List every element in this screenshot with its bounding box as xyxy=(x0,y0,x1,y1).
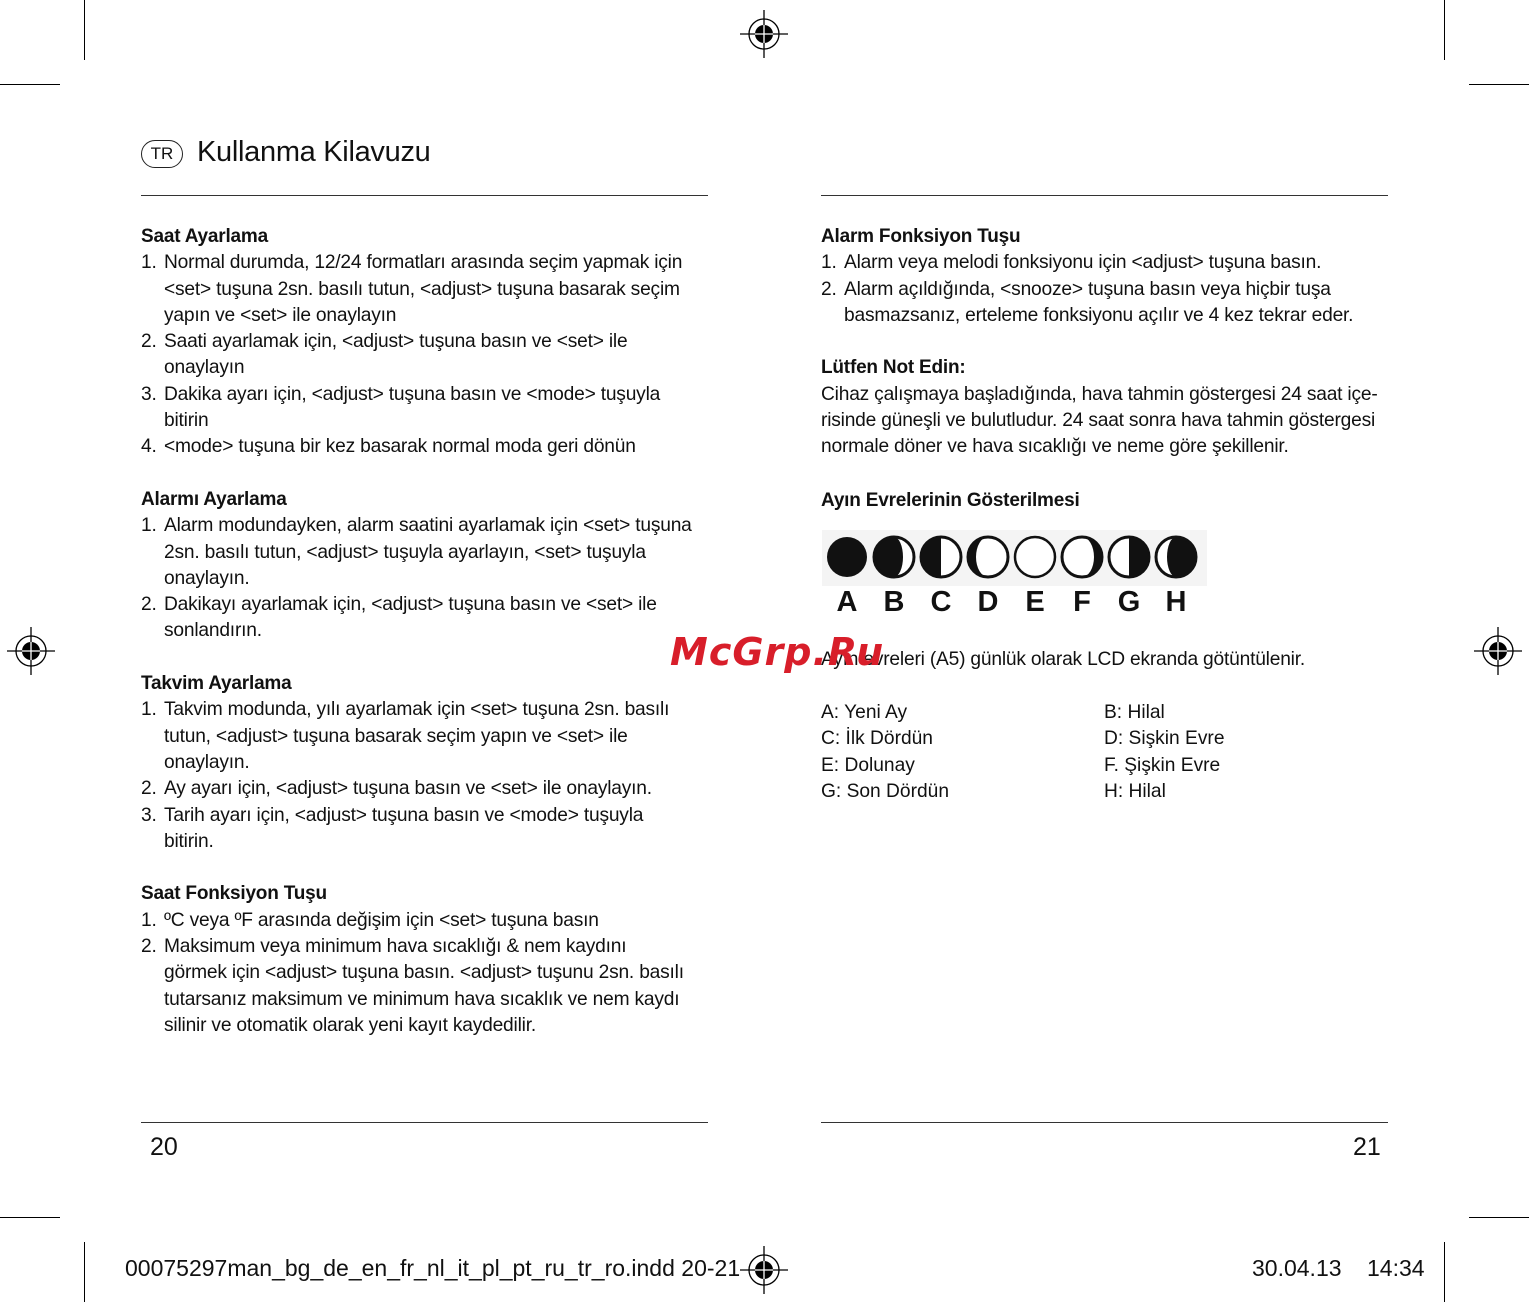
crop-mark xyxy=(1444,1242,1445,1302)
crop-mark xyxy=(84,1242,85,1302)
moon-phase-c xyxy=(921,537,961,577)
list-line: sonlandırın. xyxy=(164,620,262,642)
list-number: 2. xyxy=(141,936,157,958)
moon-section xyxy=(821,488,1401,514)
list-line: bitirin xyxy=(164,410,209,432)
list-line: Alarm veya melodi fonksiyonu için <adjust> tuşuna basın. xyxy=(844,252,1322,274)
registration-mark-icon xyxy=(740,1246,788,1294)
list-number: 3. xyxy=(141,804,157,826)
crop-mark xyxy=(84,0,85,60)
moon-phase-letter: G xyxy=(1117,586,1141,618)
moon-phase-letter: B xyxy=(883,586,905,618)
list-line: Dakika ayarı için, <adjust> tuşuna basın ve <mode> tuşuyla xyxy=(164,383,661,405)
moon-legend xyxy=(821,700,1321,805)
page-number-left: 20 xyxy=(150,1133,178,1161)
list-item xyxy=(821,250,1401,276)
section-title: Alarm Fonksiyon Tuşu xyxy=(821,226,1021,247)
section-title: Saat Fonksiyon Tuşu xyxy=(141,883,327,905)
moon-phase-a xyxy=(827,537,867,577)
list-line: onaylayın xyxy=(164,357,245,379)
list-line: Alarm modundayken, alarm saatini ayarlamak için <set> tuşuna xyxy=(164,515,692,537)
list-line: Maksimum veya minimum hava sıcaklığı & nem kaydını xyxy=(164,936,627,958)
numbered-list xyxy=(821,250,1401,329)
legend-entry: D: Sişkin Evre xyxy=(1104,728,1225,750)
legend-entry: H: Hilal xyxy=(1104,780,1166,802)
section-title: Lütfen Not Edin: xyxy=(821,357,966,379)
crop-mark xyxy=(1469,84,1529,85)
top-rule-right xyxy=(821,195,1388,196)
registration-mark-icon xyxy=(7,627,55,675)
list-line: Dakikayı ayarlamak için, <adjust> tuşuna basın ve <set> ile xyxy=(164,594,657,616)
list-line: <set> tuşuna 2sn. basılı tutun, <adjust> tuşuna basarak seçim xyxy=(164,278,680,300)
list-line: Saati ayarlamak için, <adjust> tuşuna basın ve <set> ile xyxy=(164,331,628,353)
list-line: Tarih ayarı için, <adjust> tuşuna basın ve <mode> tuşuyla xyxy=(164,804,644,826)
list-line: silinir ve otomatik olarak yeni kayıt kaydedilir. xyxy=(164,1014,536,1036)
list-item xyxy=(141,329,721,382)
list-item xyxy=(141,250,721,329)
numbered-list xyxy=(141,697,721,855)
footer-date: 30.04.13 xyxy=(1252,1255,1342,1281)
list-number: 1. xyxy=(141,252,157,274)
footer-time: 14:34 xyxy=(1367,1255,1425,1281)
list-line: Takvim modunda, yılı ayarlamak için <set> tuşuna 2sn. basılı xyxy=(164,699,670,721)
list-line: 2sn. basılı tutun, <adjust> tuşuyla ayarlayın, <set> tuşuyla xyxy=(164,541,646,563)
language-badge: TR xyxy=(141,140,183,168)
page-number-right: 21 xyxy=(1353,1133,1381,1161)
footer-file-name: 00075297man_bg_de_en_fr_nl_it_pl_pt_ru_tr_ro.indd 20-21 xyxy=(125,1255,741,1281)
page-header xyxy=(141,136,430,171)
list-item xyxy=(141,908,721,934)
list-number: 1. xyxy=(141,699,157,721)
list-line: onaylayın. xyxy=(164,751,250,773)
list-item xyxy=(141,934,721,1039)
bottom-rule-right xyxy=(821,1122,1388,1123)
top-rule-left xyxy=(141,195,708,196)
list-line: Ay ayarı için, <adjust> tuşuna basın ve <set> ile onaylayın. xyxy=(164,778,652,800)
section-spacer xyxy=(821,329,1401,355)
section-spacer xyxy=(141,645,721,671)
legend-row xyxy=(821,779,1321,805)
legend-entry: F. Şişkin Evre xyxy=(1104,754,1221,776)
list-item xyxy=(141,592,721,645)
list-item xyxy=(141,434,721,460)
list-line: yapın ve <set> ile onaylayın xyxy=(164,304,397,326)
list-line: ºC veya ºF arasında değişim için <set> tuşuna basın xyxy=(164,909,599,931)
paragraph-line: normale döner ve hava sıcaklığı ve neme göre şekillenir. xyxy=(821,436,1289,458)
list-item xyxy=(821,277,1401,330)
section-title: Alarmı Ayarlama xyxy=(141,488,287,510)
list-line: tutarsanız maksimum ve minimum hava sıcaklık ve nem kaydı xyxy=(164,988,680,1010)
paragraph-line: risinde güneşli ve bulutludur. 24 saat sonra hava tahmin göstergesi xyxy=(821,410,1376,432)
right-column xyxy=(821,224,1401,461)
list-line: onaylayın. xyxy=(164,567,250,589)
list-line: Normal durumda, 12/24 formatları arasında seçim yapmak için xyxy=(164,252,683,274)
legend-row xyxy=(821,753,1321,779)
moon-phase-b xyxy=(874,537,914,577)
legend-entry: A: Yeni Ay xyxy=(821,702,908,723)
moon-phase-letter: D xyxy=(977,586,999,618)
moon-caption: Ayın evreleri (A5) günlük olarak LCD ekranda götüntülenir. xyxy=(821,649,1305,670)
section-spacer xyxy=(141,461,721,487)
section-title: Saat Ayarlama xyxy=(141,226,268,247)
registration-mark-icon xyxy=(1474,627,1522,675)
list-line: tutun, <adjust> tuşuna basarak seçim yapın ve <set> ile xyxy=(164,725,628,747)
numbered-list xyxy=(141,908,721,1039)
list-number: 1. xyxy=(141,515,157,537)
list-line: basmazsanız, erteleme fonksiyonu açılır ve 4 kez tekrar eder. xyxy=(844,304,1354,326)
section-title: Takvim Ayarlama xyxy=(141,673,292,695)
legend-row xyxy=(821,726,1321,752)
moon-phase-letter: E xyxy=(1025,586,1045,618)
list-line: bitirin. xyxy=(164,830,214,852)
legend-entry: E: Dolunay xyxy=(821,754,915,776)
numbered-list xyxy=(141,513,721,644)
crop-mark xyxy=(0,1217,60,1218)
moon-phase-letter: F xyxy=(1073,586,1091,618)
moon-phase-h xyxy=(1156,537,1196,577)
registration-mark-icon xyxy=(740,10,788,58)
legend-entry: G: Son Dördün xyxy=(821,780,949,802)
moon-phase-f xyxy=(1062,537,1102,577)
list-item xyxy=(141,803,721,856)
crop-mark xyxy=(1469,1217,1529,1218)
list-line: <mode> tuşuna bir kez basarak normal moda geri dönün xyxy=(164,436,636,458)
list-item xyxy=(141,776,721,802)
left-column xyxy=(141,224,721,1039)
list-line: Alarm açıldığında, <snooze> tuşuna basın veya hiçbir tuşa xyxy=(844,278,1331,300)
moon-phases-strip xyxy=(822,530,1207,586)
moon-phase-d xyxy=(968,537,1008,577)
list-number: 1. xyxy=(141,909,157,931)
numbered-list xyxy=(141,250,721,460)
list-number: 2. xyxy=(821,278,837,300)
moon-section-title: Ayın Evrelerinin Gösterilmesi xyxy=(821,490,1080,511)
list-item xyxy=(141,697,721,776)
list-line: görmek için <adjust> tuşuna basın. <adjust> tuşunu 2sn. basılı xyxy=(164,962,684,984)
watermark: McGrp.Ru xyxy=(670,630,885,674)
page-title: Kullanma Kilavuzu xyxy=(197,136,431,168)
list-number: 2. xyxy=(141,594,157,616)
legend-entry: B: Hilal xyxy=(1104,702,1165,723)
moon-phase-letter: C xyxy=(930,586,952,618)
moon-phase-letter: A xyxy=(836,586,858,618)
moon-phase-g xyxy=(1109,537,1149,577)
list-number: 2. xyxy=(141,331,157,353)
crop-mark xyxy=(1444,0,1445,60)
bottom-rule-left xyxy=(141,1122,708,1123)
list-number: 1. xyxy=(821,252,837,274)
list-number: 2. xyxy=(141,778,157,800)
crop-mark xyxy=(0,84,60,85)
list-item xyxy=(141,382,721,435)
section-spacer xyxy=(141,855,721,881)
list-number: 3. xyxy=(141,383,157,405)
moon-phase-letter: H xyxy=(1165,586,1187,618)
list-item xyxy=(141,513,721,592)
legend-entry: C: İlk Dördün xyxy=(821,728,933,750)
moon-phase-e xyxy=(1015,537,1055,577)
list-number: 4. xyxy=(141,436,157,458)
legend-row xyxy=(821,700,1321,726)
paragraph-line: Cihaz çalışmaya başladığında, hava tahmin göstergesi 24 saat içe- xyxy=(821,383,1378,405)
